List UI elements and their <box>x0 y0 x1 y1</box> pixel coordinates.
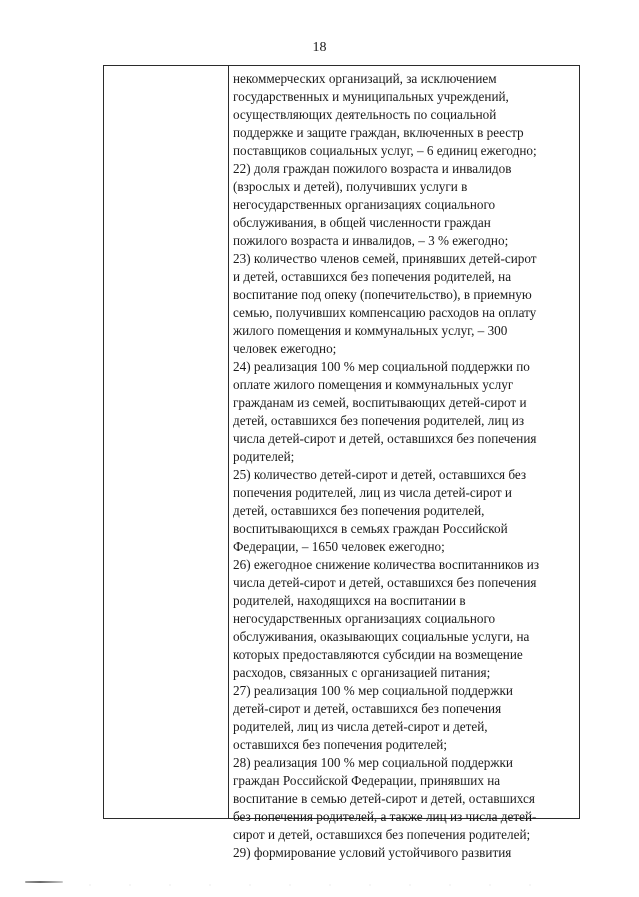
text-line: 29) формирование условий устойчивого развития <box>233 845 512 860</box>
text-line: воспитание в семью детей-сирот и детей, оставшихся <box>233 791 535 806</box>
text-line: (взрослых и детей), получивших услуги в <box>233 179 468 194</box>
scan-artifact-dots <box>70 884 550 886</box>
text-line: гражданам из семей, воспитывающих детей-сирот и <box>233 395 527 410</box>
text-line: оплате жилого помещения и коммунальных услуг <box>233 377 514 392</box>
text-line: родителей, лиц из числа детей-сирот и детей, <box>233 719 488 734</box>
text-line: Федерации, – 1650 человек ежегодно; <box>233 539 445 554</box>
text-line: которых предоставляются субсидии на возмещение <box>233 647 523 662</box>
text-line: числа детей-сирот и детей, оставшихся без попечения <box>233 575 537 590</box>
text-line: детей-сирот и детей, оставшихся без попечения <box>233 701 502 716</box>
text-line: воспитывающихся в семьях граждан Российской <box>233 521 508 536</box>
text-line: родителей, находящихся на воспитании в <box>233 593 466 608</box>
text-line: семью, получивших компенсацию расходов на оплату <box>233 305 537 320</box>
text-line: негосударственных организациях социального <box>233 197 496 212</box>
text-line: поддержке и защите граждан, включенных в реестр <box>233 125 524 140</box>
text-line: сирот и детей, оставшихся без попечения родителей; <box>233 827 531 842</box>
scan-artifact-mark <box>25 881 63 883</box>
table-right-cell <box>233 70 577 862</box>
text-line: граждан Российской Федерации, принявших на <box>233 773 501 788</box>
text-line: обслуживания, в общей численности граждан <box>233 215 491 230</box>
table-left-cell <box>104 66 228 818</box>
text-line: обслуживания, оказывающих социальные услуги, на <box>233 629 530 644</box>
text-line: 24) реализация 100 % мер социальной поддержки по <box>233 359 530 374</box>
text-line: родителей; <box>233 449 295 464</box>
text-line: числа детей-сирот и детей, оставшихся без попечения <box>233 431 537 446</box>
text-line: государственных и муниципальных учреждений, <box>233 89 509 104</box>
text-line: и детей, оставшихся без попечения родителей, на <box>233 269 512 284</box>
text-line: 22) доля граждан пожилого возраста и инвалидов <box>233 161 512 176</box>
column-divider <box>228 66 229 818</box>
text-line: попечения родителей, лиц из числа детей-сирот и <box>233 485 512 500</box>
text-line: пожилого возраста и инвалидов, – 3 % ежегодно; <box>233 233 509 248</box>
text-line: расходов, связанных с организацией питания; <box>233 665 491 680</box>
text-line: оставшихся без попечения родителей; <box>233 737 448 752</box>
text-line: жилого помещения и коммунальных услуг, – 300 <box>233 323 508 338</box>
text-line: 23) количество членов семей, принявших детей-сирот <box>233 251 537 266</box>
text-line: 27) реализация 100 % мер социальной поддержки <box>233 683 513 698</box>
text-line: детей, оставшихся без попечения родителей, <box>233 503 485 518</box>
text-line: некоммерческих организаций, за исключением <box>233 71 497 86</box>
text-line: осуществляющих деятельность по социальной <box>233 107 497 122</box>
document-table <box>103 65 580 860</box>
text-line: поставщиков социальных услуг, – 6 единиц ежегодно; <box>233 143 537 158</box>
text-line: 28) реализация 100 % мер социальной поддержки <box>233 755 513 770</box>
text-line: негосударственных организациях социального <box>233 611 496 626</box>
text-line: 25) количество детей-сирот и детей, оставшихся без <box>233 467 527 482</box>
text-line: человек ежегодно; <box>233 341 337 356</box>
text-line: 26) ежегодное снижение количества воспитанников из <box>233 557 540 572</box>
text-line: без попечения родителей, а также лиц из числа детей- <box>233 809 537 824</box>
text-line: воспитание под опеку (попечительство), в приемную <box>233 287 532 302</box>
text-line: детей, оставшихся без попечения родителей, лиц из <box>233 413 525 428</box>
page-number: 18 <box>312 40 327 55</box>
